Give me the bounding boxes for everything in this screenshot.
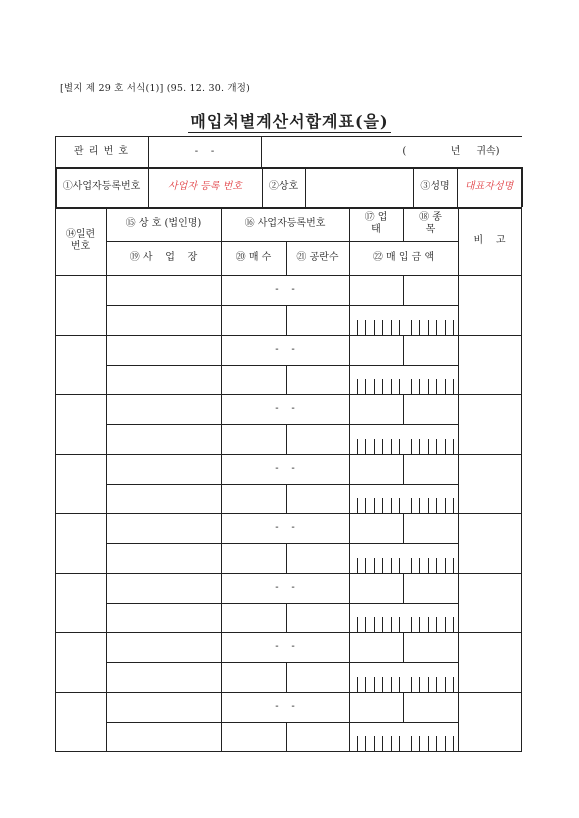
serial-number-cell[interactable] — [55, 513, 106, 573]
amount-digit-tick — [436, 498, 437, 513]
company-name-cell[interactable] — [106, 513, 221, 543]
amount-digit-tick — [365, 736, 366, 751]
amount-digit-tick — [365, 617, 366, 632]
amount-digit-tick — [445, 677, 446, 692]
amount-digit-tick — [382, 498, 383, 513]
biz-type-cell[interactable] — [349, 632, 403, 662]
remarks-cell[interactable] — [458, 692, 521, 752]
item-cell[interactable] — [403, 394, 458, 424]
amount-digit-tick — [365, 498, 366, 513]
amount-digit-tick — [428, 677, 429, 692]
company-name-cell[interactable] — [106, 335, 221, 365]
biz-reg-number-cell[interactable]: - - — [275, 700, 295, 712]
amount-digit-tick — [399, 439, 400, 454]
rule — [403, 454, 404, 484]
amount-digit-tick — [453, 677, 454, 692]
amount-digit-tick — [399, 677, 400, 692]
company-name-cell[interactable] — [106, 454, 221, 484]
col-remarks-header: 비 고 — [473, 235, 506, 246]
company-name-cell[interactable] — [106, 632, 221, 662]
amount-digit-tick — [436, 736, 437, 751]
remarks-cell[interactable] — [458, 394, 521, 454]
col-serial-header: ⑭일련 번호 — [65, 229, 96, 252]
col-location-header: ⑲ 사 업 장 — [129, 252, 198, 263]
representative-value[interactable]: 대표자성명 — [464, 181, 514, 192]
amount-digit-tick — [382, 320, 383, 335]
amount-digit-tick — [419, 617, 420, 632]
blank-count-cell[interactable] — [286, 543, 349, 573]
biz-reg-number-cell[interactable]: - - — [275, 403, 295, 414]
amount-digit-tick — [391, 617, 392, 632]
col-biztype-header: ⑰ 업 태 — [364, 212, 388, 235]
amount-digit-tick — [374, 498, 375, 513]
biz-reg-number-cell[interactable]: - - — [275, 284, 295, 295]
amount-digit-tick — [374, 558, 375, 573]
amount-digit-tick — [374, 320, 375, 335]
amount-digit-tick — [445, 379, 446, 394]
biz-reg-number-cell[interactable]: - - — [275, 522, 295, 533]
biz-type-cell[interactable] — [349, 335, 403, 365]
rule — [286, 603, 287, 633]
biz-reg-number-cell[interactable]: - - — [275, 581, 295, 593]
serial-number-cell[interactable] — [55, 454, 106, 514]
amount-digit-tick — [357, 617, 358, 632]
amount-digit-tick — [365, 439, 366, 454]
amount-digit-tick — [411, 379, 412, 394]
amount-digit-tick — [445, 439, 446, 454]
rule — [106, 603, 458, 604]
biz-type-cell[interactable] — [349, 275, 403, 305]
item-cell[interactable] — [403, 692, 458, 722]
item-cell[interactable] — [403, 335, 458, 365]
amount-digit-tick — [453, 736, 454, 751]
amount-digit-tick — [365, 558, 366, 573]
rule — [286, 662, 287, 692]
amount-digit-tick — [428, 736, 429, 751]
rule — [521, 167, 523, 207]
col-count-header: ⑳ 매 수 — [235, 252, 272, 263]
blank-count-cell[interactable] — [286, 662, 349, 692]
amount-digit-tick — [453, 617, 454, 632]
amount-digit-tick — [382, 439, 383, 454]
rule — [521, 207, 522, 751]
blank-count-cell[interactable] — [286, 365, 349, 395]
amount-digit-tick — [382, 736, 383, 751]
biz-type-cell[interactable] — [349, 454, 403, 484]
item-cell[interactable] — [403, 454, 458, 484]
rule — [286, 424, 287, 454]
amount-digit-tick — [428, 498, 429, 513]
remarks-cell[interactable] — [458, 275, 521, 335]
count-cell[interactable] — [221, 365, 286, 395]
amount-digit-tick — [399, 736, 400, 751]
biz-reg-number-cell[interactable]: - - — [275, 462, 295, 474]
rule — [261, 136, 262, 167]
col-item-header: ⑱ 종 목 — [419, 212, 442, 235]
remarks-cell[interactable] — [458, 335, 521, 395]
amount-digit-tick — [399, 617, 400, 632]
company-name-cell[interactable] — [106, 394, 221, 424]
amount-digit-tick — [399, 498, 400, 513]
document-title — [0, 109, 579, 132]
serial-number-cell[interactable] — [55, 573, 106, 633]
rule — [403, 275, 404, 305]
amount-digit-tick — [445, 558, 446, 573]
form-identifier: [별지 제 29 호 서식(1)] (95. 12. 30. 개정) — [60, 83, 251, 94]
blank-count-cell[interactable] — [286, 603, 349, 633]
count-cell[interactable] — [221, 484, 286, 514]
amount-digit-tick — [445, 320, 446, 335]
rule — [106, 662, 458, 663]
biz-reg-number-cell[interactable]: - - — [275, 343, 295, 355]
amount-digit-tick — [382, 379, 383, 394]
amount-digit-tick — [382, 677, 383, 692]
rule — [286, 365, 287, 395]
representative-label: ③성명 — [420, 181, 450, 192]
amount-digit-tick — [428, 320, 429, 335]
serial-number-cell[interactable] — [55, 692, 106, 752]
rule — [106, 424, 458, 425]
biz-type-cell[interactable] — [349, 573, 403, 603]
rule — [106, 365, 458, 366]
company-name-cell[interactable] — [106, 692, 221, 722]
amount-digit-tick — [428, 558, 429, 573]
mgmt-number-label: 관 리 번 호 — [73, 145, 130, 157]
amount-digit-tick — [411, 558, 412, 573]
rule — [106, 484, 458, 485]
serial-number-cell[interactable] — [55, 632, 106, 692]
location-cell[interactable] — [106, 662, 221, 692]
item-cell[interactable] — [403, 573, 458, 603]
amount-digit-tick — [419, 558, 420, 573]
company-name-cell[interactable] — [106, 573, 221, 603]
amount-digit-tick — [399, 379, 400, 394]
biz-type-cell[interactable] — [349, 692, 403, 722]
amount-digit-tick — [411, 439, 412, 454]
amount-digit-tick — [374, 379, 375, 394]
rule — [403, 692, 404, 722]
blank-count-cell[interactable] — [286, 424, 349, 454]
amount-digit-tick — [436, 558, 437, 573]
col-blankcount-header: ㉑ 공란수 — [296, 252, 339, 263]
count-cell[interactable] — [221, 662, 286, 692]
amount-digit-tick — [453, 498, 454, 513]
col-bizreg-header: ⑯ 사업자등록번호 — [244, 218, 326, 229]
amount-digit-tick — [436, 379, 437, 394]
col-company-header: ⑮ 상 호 (법인명) — [125, 218, 202, 229]
location-cell[interactable] — [106, 365, 221, 395]
location-cell[interactable] — [106, 722, 221, 752]
mgmt-number-value[interactable]: - - — [194, 145, 215, 157]
amount-digit-tick — [357, 736, 358, 751]
amount-digit-tick — [357, 439, 358, 454]
amount-digit-tick — [399, 320, 400, 335]
rule — [403, 335, 404, 365]
amount-digit-tick — [365, 677, 366, 692]
count-cell[interactable] — [221, 305, 286, 335]
amount-digit-tick — [382, 558, 383, 573]
rule — [403, 513, 404, 543]
title-text: 매입처별계산서합계표(을) — [190, 112, 389, 131]
amount-digit-tick — [357, 379, 358, 394]
rule — [286, 305, 287, 335]
amount-digit-tick — [445, 617, 446, 632]
col-amount-header: ㉒ 매 입 금 액 — [372, 252, 435, 263]
amount-digit-tick — [374, 736, 375, 751]
amount-digit-tick — [453, 558, 454, 573]
count-cell[interactable] — [221, 424, 286, 454]
item-cell[interactable] — [403, 513, 458, 543]
amount-digit-tick — [453, 439, 454, 454]
remarks-cell[interactable] — [458, 454, 521, 514]
amount-digit-tick — [374, 439, 375, 454]
biz-type-cell[interactable] — [349, 513, 403, 543]
amount-digit-tick — [419, 498, 420, 513]
blank-count-cell[interactable] — [286, 305, 349, 335]
amount-digit-tick — [357, 320, 358, 335]
amount-digit-tick — [445, 736, 446, 751]
company-name-label: ②상호 — [268, 181, 299, 192]
count-cell[interactable] — [221, 543, 286, 573]
serial-number-cell[interactable] — [55, 335, 106, 395]
remarks-cell[interactable] — [458, 513, 521, 573]
amount-digit-tick — [391, 439, 392, 454]
amount-digit-tick — [411, 617, 412, 632]
count-cell[interactable] — [221, 722, 286, 752]
serial-number-cell[interactable] — [55, 275, 106, 335]
amount-digit-tick — [357, 498, 358, 513]
amount-digit-tick — [391, 498, 392, 513]
location-cell[interactable] — [106, 424, 221, 454]
remarks-cell[interactable] — [458, 573, 521, 633]
rule — [106, 543, 458, 544]
blank-count-cell[interactable] — [286, 484, 349, 514]
rule — [55, 751, 522, 752]
amount-digit-tick — [419, 320, 420, 335]
amount-digit-tick — [391, 320, 392, 335]
amount-digit-tick — [357, 677, 358, 692]
rule — [403, 632, 404, 662]
amount-digit-tick — [411, 498, 412, 513]
rule — [286, 543, 287, 573]
rule — [106, 305, 458, 306]
remarks-cell[interactable] — [458, 632, 521, 692]
blank-count-cell[interactable] — [286, 722, 349, 752]
amount-digit-tick — [411, 320, 412, 335]
rule — [286, 722, 287, 752]
amount-digit-tick — [428, 379, 429, 394]
amount-digit-tick — [436, 677, 437, 692]
amount-digit-tick — [391, 736, 392, 751]
amount-digit-tick — [374, 617, 375, 632]
amount-digit-tick — [374, 677, 375, 692]
attribution-year[interactable]: ( 년 귀속) — [402, 145, 500, 157]
count-cell[interactable] — [221, 603, 286, 633]
amount-digit-tick — [391, 379, 392, 394]
amount-digit-tick — [419, 736, 420, 751]
location-cell[interactable] — [106, 484, 221, 514]
location-cell[interactable] — [106, 603, 221, 633]
amount-digit-tick — [411, 677, 412, 692]
amount-digit-tick — [357, 558, 358, 573]
rule — [403, 394, 404, 424]
amount-digit-tick — [419, 439, 420, 454]
amount-digit-tick — [436, 439, 437, 454]
amount-digit-tick — [365, 320, 366, 335]
item-cell[interactable] — [403, 632, 458, 662]
biz-reg-number-cell[interactable]: - - — [275, 641, 295, 652]
rule — [286, 484, 287, 514]
amount-digit-tick — [453, 320, 454, 335]
biz-type-cell[interactable] — [349, 394, 403, 424]
amount-digit-tick — [399, 558, 400, 573]
amount-digit-tick — [428, 439, 429, 454]
amount-digit-tick — [391, 558, 392, 573]
amount-digit-tick — [419, 379, 420, 394]
biz-reg-number-value[interactable]: 사업자 등록 번호 — [168, 181, 242, 192]
biz-reg-number-label: ①사업자등록번호 — [62, 181, 141, 192]
company-name-cell[interactable] — [106, 275, 221, 305]
amount-digit-tick — [419, 677, 420, 692]
amount-digit-tick — [391, 677, 392, 692]
amount-digit-tick — [411, 736, 412, 751]
serial-number-cell[interactable] — [55, 394, 106, 454]
item-cell[interactable] — [403, 275, 458, 305]
location-cell[interactable] — [106, 543, 221, 573]
amount-digit-tick — [382, 617, 383, 632]
amount-digit-tick — [436, 320, 437, 335]
amount-digit-tick — [453, 379, 454, 394]
amount-digit-tick — [436, 617, 437, 632]
company-name-value[interactable] — [305, 167, 413, 207]
amount-digit-tick — [365, 379, 366, 394]
rule — [403, 573, 404, 603]
amount-digit-tick — [428, 617, 429, 632]
location-cell[interactable] — [106, 305, 221, 335]
amount-digit-tick — [445, 498, 446, 513]
rule — [106, 722, 458, 723]
